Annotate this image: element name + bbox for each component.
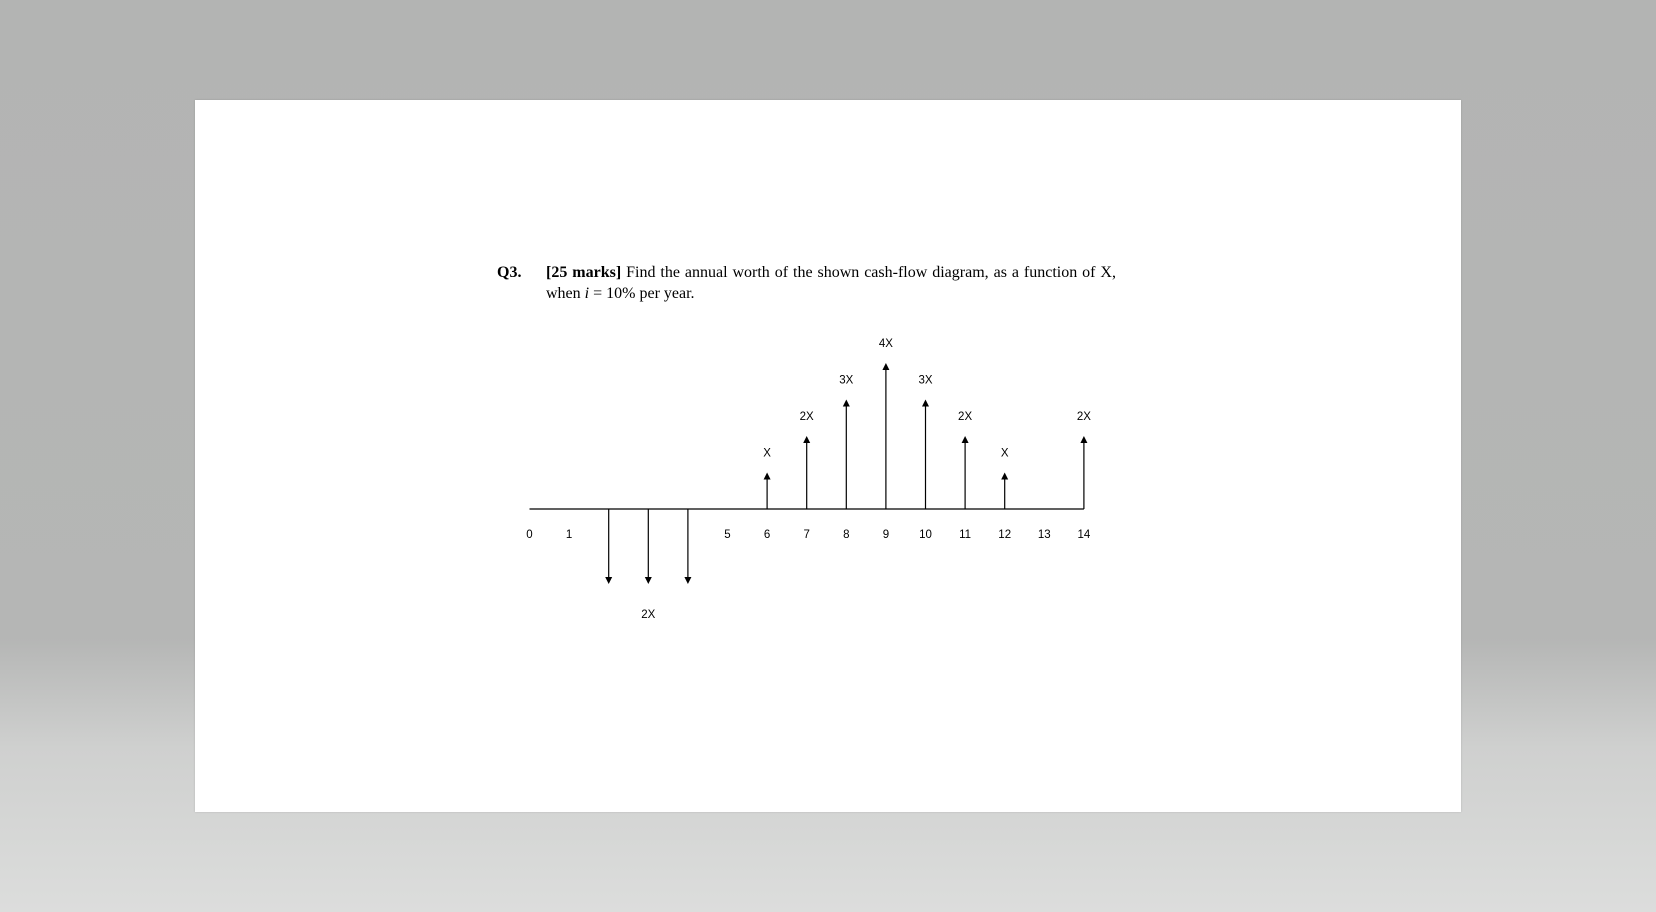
- arrow-head: [1001, 473, 1008, 480]
- cash-flow-label: 2X: [641, 609, 656, 621]
- question-line-1-text: Find the annual worth of the shown cash-flow diagram, as a function of X,: [621, 264, 1116, 281]
- period-label: 13: [1037, 529, 1051, 541]
- period-label: 14: [1077, 529, 1091, 541]
- cash-flow-label: 2X: [958, 411, 973, 423]
- cash-flow-label: X: [763, 447, 771, 460]
- arrow-head: [605, 577, 612, 584]
- cash-flow-label: 2X: [1076, 411, 1091, 423]
- arrow-head: [684, 577, 691, 584]
- cash-flow-label: 4X: [878, 338, 893, 350]
- period-label: 1: [565, 529, 573, 541]
- question-line-2-suffix: = 10% per year.: [589, 285, 695, 302]
- cash-flow-disbursement-period-4: [684, 509, 691, 584]
- cash-flow-disbursement-period-2: [605, 509, 612, 584]
- question-number: Q3.: [497, 264, 522, 281]
- arrow-head: [922, 400, 929, 407]
- cash-flow-arrows: [605, 338, 1091, 621]
- period-label: 8: [843, 529, 850, 541]
- cash-flow-label: 3X: [918, 374, 933, 387]
- period-label: 6: [763, 529, 771, 541]
- arrow-head: [764, 473, 771, 480]
- cash-flow-receipt-period-12: [1001, 448, 1009, 510]
- period-label: 9: [882, 529, 890, 541]
- cash-flow-receipt-period-6: [763, 448, 771, 510]
- question-line-2-prefix: when: [546, 285, 585, 302]
- arrow-head: [882, 363, 889, 370]
- cash-flow-receipt-period-14: [1077, 411, 1091, 509]
- cash-flow-receipt-period-8: [839, 375, 853, 510]
- period-label: 7: [803, 529, 810, 541]
- question-marks: [25 marks]: [546, 264, 622, 281]
- period-label: 5: [724, 529, 731, 541]
- arrow-head: [803, 436, 810, 443]
- cash-flow-label: X: [1000, 447, 1009, 460]
- period-label: 11: [959, 529, 972, 541]
- arrow-head: [1080, 436, 1087, 443]
- cash-flow-receipt-period-10: [918, 375, 932, 510]
- cash-flow-label: 3X: [839, 374, 854, 387]
- cash-flow-label: 2X: [799, 411, 814, 423]
- arrow-head: [645, 577, 652, 584]
- cash-flow-receipt-period-7: [800, 411, 814, 509]
- arrow-head: [962, 436, 969, 443]
- arrow-head: [843, 400, 850, 407]
- period-label: 10: [919, 529, 932, 541]
- cash-flow-receipt-period-11: [958, 411, 972, 509]
- interest-variable: i: [584, 285, 590, 302]
- period-labels: [526, 529, 1091, 541]
- cash-flow-disbursement-period-3: [641, 509, 655, 621]
- cash-flow-receipt-period-9: [879, 338, 893, 509]
- period-label: 0: [526, 529, 533, 541]
- period-label: 12: [998, 529, 1012, 541]
